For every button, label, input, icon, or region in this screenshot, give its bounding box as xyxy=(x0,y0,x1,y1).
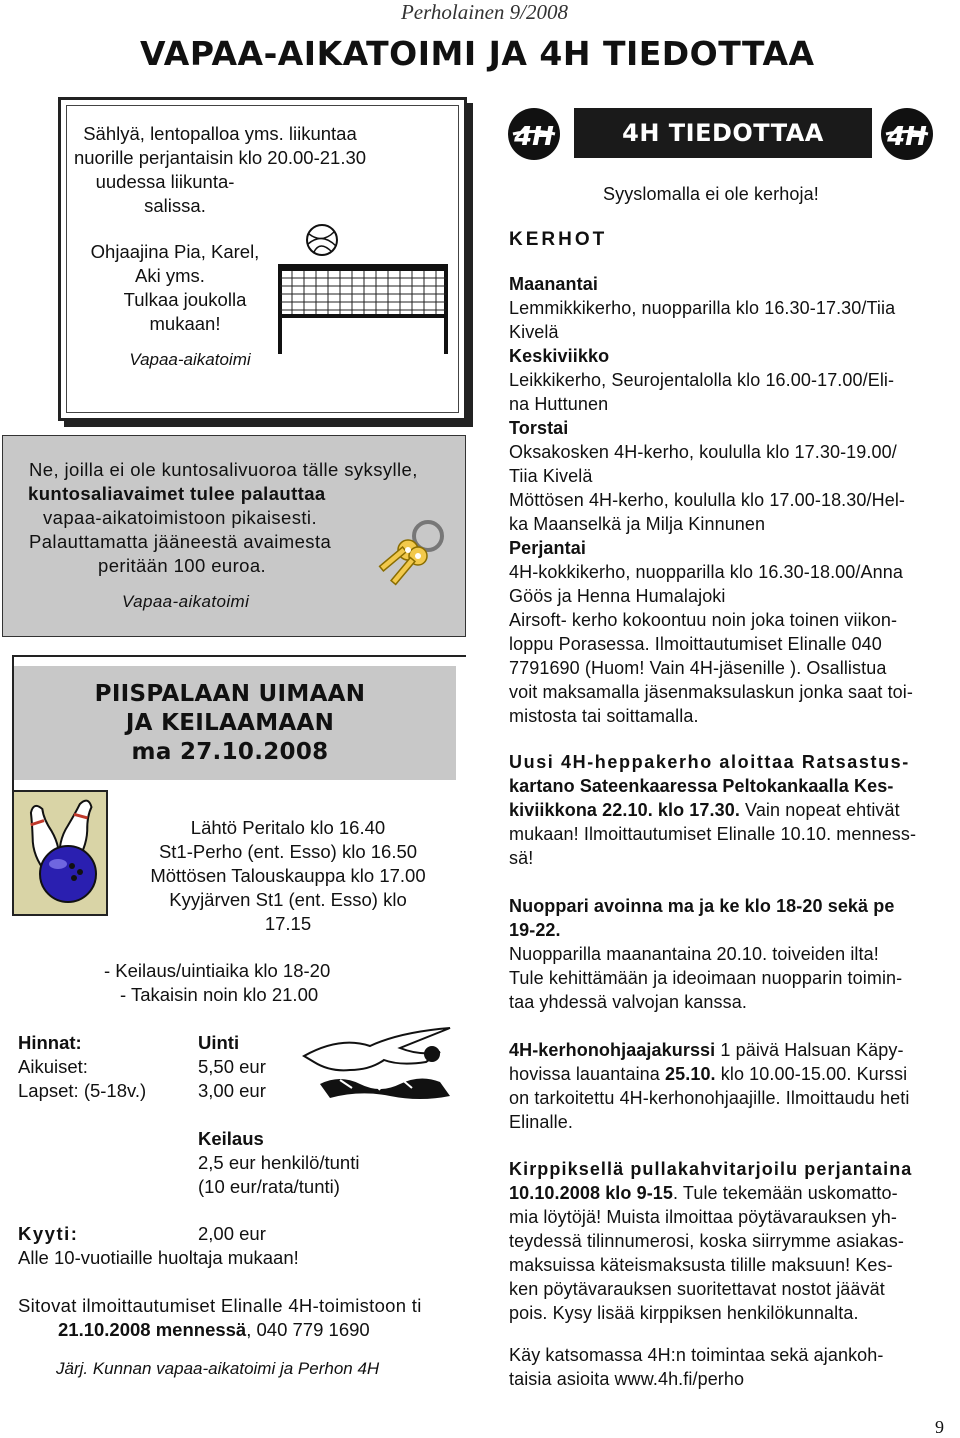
departure-line: Kyyjärven St1 (ent. Esso) klo xyxy=(169,889,407,910)
visit-line: taisia asioita www.4h.fi/perho xyxy=(509,1369,745,1389)
flea-line: pois. Kysy lisää kirppiksen henkilökunnalta. xyxy=(509,1303,859,1323)
day-monday: Maanantai xyxy=(509,274,598,294)
ride-price: 2,00 eur xyxy=(198,1223,266,1244)
keys-line: vapaa-aikatoimistoon pikaisesti. xyxy=(43,507,317,528)
course-date: 25.10. xyxy=(665,1064,716,1084)
horse-club-notice xyxy=(509,750,949,870)
trip-departures xyxy=(118,816,458,936)
registration-deadline-line xyxy=(58,1318,370,1342)
horse-line: kartano Sateenkaaressa Peltokankaalla Kes- xyxy=(509,776,894,796)
holiday-note: Syyslomalla ei ole kerhoja! xyxy=(603,184,819,204)
course-line: 1 päivä Halsuan Käpy- xyxy=(715,1040,904,1060)
airsoft-line: mistosta tai soittamalla. xyxy=(509,706,699,726)
nuoppari-line: Nuoppari avoinna ma ja ke klo 18-20 sekä pe xyxy=(509,896,895,916)
club-line: Oksakosken 4H-kerho, koululla klo 17.30-19.00/ xyxy=(509,442,897,462)
day-thursday: Torstai xyxy=(509,418,569,438)
volley-line: Aki yms. xyxy=(135,265,205,286)
club-line: Göös ja Henna Humalajoki xyxy=(509,586,726,606)
course-line: on tarkoitettu 4H-kerhonohjaajille. Ilmoittaudu heti xyxy=(509,1088,910,1108)
logo-text: 4H xyxy=(887,122,927,152)
prices-left xyxy=(18,1031,146,1103)
swim-adult-price: 5,50 eur xyxy=(198,1056,266,1077)
flea-line: maksuissa käteismaksusta tilille maksuun! Kes- xyxy=(509,1255,893,1275)
volleyball-net-icon xyxy=(274,222,454,357)
flea-date: 10.10.2008 klo 9-15 xyxy=(509,1183,674,1203)
ride-row xyxy=(18,1222,458,1246)
club-line: Leikkikerho, Seurojentalolla klo 16.00-17.00/Eli- xyxy=(509,370,895,390)
nuoppari-line: 19-22. xyxy=(509,920,561,940)
visit-line: Käy katsomassa 4H:n toimintaa sekä ajankoh- xyxy=(509,1345,884,1365)
bowling-icon xyxy=(12,790,108,916)
bowling-price: 2,5 eur henkilö/tunti xyxy=(198,1152,360,1173)
trip-title-line: ma 27.10.2008 xyxy=(131,739,329,765)
keys-line: Ne, joilla ei ole kuntosalivuoroa tälle syksylle, xyxy=(29,459,418,480)
club-line: na Huttunen xyxy=(509,394,609,414)
registration-line: Sitovat ilmoittautumiset Elinalle 4H-toimistoon ti xyxy=(18,1295,422,1316)
departure-line: St1-Perho (ent. Esso) klo 16.50 xyxy=(158,841,418,862)
course-line: klo 10.00-15.00. Kurssi xyxy=(715,1064,908,1084)
volley-line: uudessa liikunta- xyxy=(95,171,235,192)
flea-line: Kirppiksellä pullakahvitarjoilu perjantaina xyxy=(509,1159,913,1179)
keys-line: peritään 100 euroa. xyxy=(98,555,267,576)
page-number: 9 xyxy=(935,1417,944,1437)
children-label: Lapset: (5-18v.) xyxy=(18,1080,147,1101)
nuoppari-line: taa yhdessä valvojan kanssa. xyxy=(509,992,747,1012)
logo-text: 4H xyxy=(514,122,554,152)
keys-line: Palauttamatta jääneestä avaimesta xyxy=(29,531,332,552)
adults-label: Aikuiset: xyxy=(18,1056,88,1077)
horse-date: kiviikkona 22.10. klo 17.30. xyxy=(509,800,740,820)
club-line: 4H-kokkikerho, nuopparilla klo 16.30-18.00/Anna xyxy=(509,562,903,582)
schedule-line: - Takaisin noin klo 21.00 xyxy=(120,984,319,1005)
course-line: hovissa lauantaina xyxy=(509,1064,666,1084)
kerhot-heading: KERHOT xyxy=(509,229,608,250)
club-line: Lemmikkikerho, nuopparilla klo 16.30-17.30/Tiia xyxy=(509,298,896,318)
flea-line: teydessä tilinnumerosi, koska siirrymme asiakas- xyxy=(509,1231,904,1251)
departure-line: Möttösen Talouskauppa klo 17.00 xyxy=(150,865,426,886)
flea-line: . Tule tekemään uskomatto- xyxy=(673,1183,898,1203)
volley-line: Sählyä, lentopalloa yms. liikuntaa xyxy=(83,123,357,144)
club-line: Kivelä xyxy=(509,322,559,342)
day-friday: Perjantai xyxy=(509,538,586,558)
keys-icon xyxy=(370,516,450,596)
4h-logo-icon xyxy=(507,107,561,161)
guardian-note: Alle 10-vuotiaille huoltaja mukaan! xyxy=(18,1247,299,1268)
swimmer-icon xyxy=(300,1026,462,1106)
nuoppari-notice xyxy=(509,894,949,1014)
trip-title xyxy=(14,680,446,767)
trip-schedule xyxy=(104,959,424,1007)
nuoppari-line: Tule kehittämään ja ideoimaan nuopparin toimin- xyxy=(509,968,903,988)
trip-title-line: JA KEILAAMAAN xyxy=(125,710,335,736)
departure-line: Lähtö Peritalo klo 16.40 xyxy=(190,817,386,838)
bowling-label: Keilaus xyxy=(198,1128,264,1149)
club-line: ka Maanselkä ja Milja Kinnunen xyxy=(509,514,766,534)
horse-line: sä! xyxy=(509,848,534,868)
registration-phone: , 040 779 1690 xyxy=(246,1319,370,1340)
swim-label: Uinti xyxy=(198,1032,240,1053)
tiedottaa-title-bar xyxy=(574,108,872,158)
volley-line: mukaan! xyxy=(149,313,221,334)
4h-logo-icon xyxy=(880,107,934,161)
bowling-lane-price: (10 eur/rata/tunti) xyxy=(198,1176,340,1197)
horse-line: Vain nopeat ehtivät xyxy=(739,800,900,820)
airsoft-line: loppu Porasessa. Ilmoittautumiset Elinalle 040 xyxy=(509,634,882,654)
course-title: 4H-kerhonohjaajakurssi xyxy=(509,1040,716,1060)
club-line: Möttösen 4H-kerho, koululla klo 17.00-18.30/Hel- xyxy=(509,490,906,510)
departure-line: 17.15 xyxy=(264,913,312,934)
issue-label: Perholainen 9/2008 xyxy=(400,0,568,24)
airsoft-line: voit maksamalla jäsenmaksulaskun jonka saat toi- xyxy=(509,682,913,702)
keys-signature: Vapaa-aikatoimi xyxy=(122,592,250,611)
clubs-list xyxy=(509,272,949,728)
organizer-note: Järj. Kunnan vapaa-aikatoimi ja Perhon 4H xyxy=(56,1359,380,1378)
volley-line: salissa. xyxy=(144,195,206,216)
volley-line: Tulkaa joukolla xyxy=(123,289,247,310)
airsoft-line: Airsoft- kerho kokoontuu noin joka toinen viikon- xyxy=(509,610,898,630)
swim-child-price: 3,00 eur xyxy=(198,1080,266,1101)
keys-line: kuntosaliavaimet tulee palauttaa xyxy=(28,483,326,504)
horse-line: mukaan! Ilmoittautumiset Elinalle 10.10. menness- xyxy=(509,824,917,844)
course-line: Elinalle. xyxy=(509,1112,573,1132)
visit-notice xyxy=(509,1343,949,1391)
volley-line: nuorille perjantaisin klo 20.00-21.30 xyxy=(73,147,367,168)
flea-market-notice xyxy=(509,1157,949,1325)
flea-line: ken pöytävarauksen suoritettavat nostot jäävät xyxy=(509,1279,885,1299)
tiedottaa-title: 4H TIEDOTTAA xyxy=(622,119,824,147)
course-notice xyxy=(509,1038,949,1134)
trip-title-line: PIISPALAAN UIMAAN xyxy=(94,681,366,707)
volley-line: Ohjaajina Pia, Karel, xyxy=(90,241,260,262)
airsoft-line: 7791690 (Huom! Vain 4H-jäsenille ). Osallistua xyxy=(509,658,887,678)
registration-date: 21.10.2008 mennessä xyxy=(58,1319,247,1340)
volley-signature: Vapaa-aikatoimi xyxy=(129,350,251,369)
club-line: Tiia Kivelä xyxy=(509,466,593,486)
horse-line: Uusi 4H-heppakerho aloittaa Ratsastus- xyxy=(509,752,910,772)
flea-line: mia löytöjä! Muista ilmoittaa pöytävarauksen yh- xyxy=(509,1207,897,1227)
prices-label: Hinnat: xyxy=(18,1032,82,1053)
day-wednesday: Keskiviikko xyxy=(509,346,610,366)
ride-label: Kyyti: xyxy=(18,1223,79,1244)
page-title: VAPAA-AIKATOIMI JA 4H TIEDOTTAA xyxy=(140,34,815,73)
nuoppari-line: Nuopparilla maanantaina 20.10. toiveiden ilta! xyxy=(509,944,879,964)
schedule-line: - Keilaus/uintiaika klo 18-20 xyxy=(104,960,331,981)
